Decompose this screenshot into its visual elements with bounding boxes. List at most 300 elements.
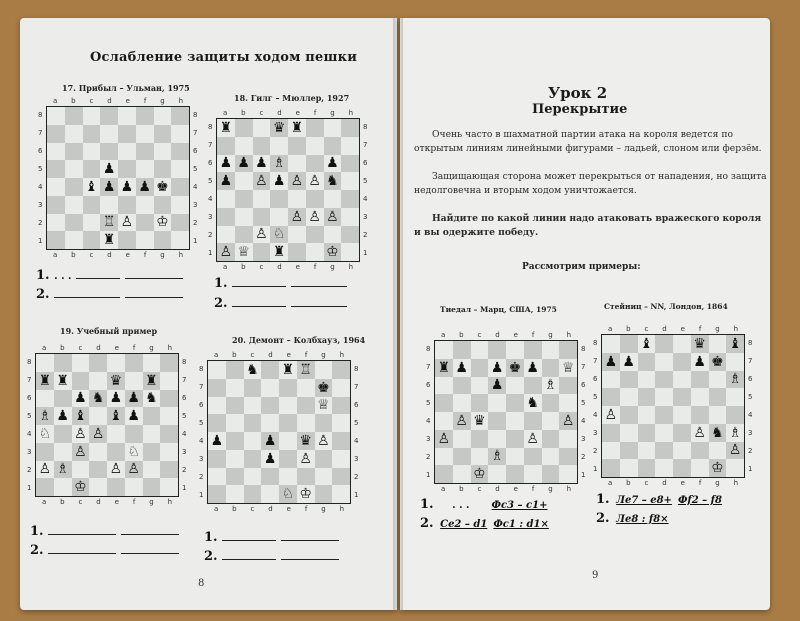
square-d3 [655,424,673,442]
file-label: g [149,344,154,352]
square-c8: ♝ [638,335,656,353]
rank-label: 6 [182,394,187,402]
square-a1 [47,231,65,249]
rank-label: 4 [354,437,359,445]
square-b1 [226,485,244,503]
square-c1 [253,243,271,261]
square-d6 [100,143,118,161]
answer-18-2: 2. [214,296,347,311]
square-h1 [160,478,178,496]
square-g6: ♕ [315,397,333,415]
square-a5 [208,414,226,432]
file-label: f [304,351,308,359]
square-c5: ♝ [72,407,90,425]
square-d6: ♞ [89,390,107,408]
square-b5 [65,160,83,178]
example-1-caption: Тиедал – Марц, США, 1975 [440,305,557,314]
square-c2 [471,448,489,466]
file-label: c [250,505,255,513]
square-g4 [324,190,342,208]
square-h4 [171,178,189,196]
answer-18-1: 1. [214,276,347,291]
square-f6 [524,377,542,395]
square-d8 [89,354,107,372]
square-a4 [435,412,453,430]
square-e3 [506,430,524,448]
square-b8 [620,335,638,353]
square-d6: ♟ [488,377,506,395]
square-c6: ♟ [72,390,90,408]
file-label: c [259,263,264,271]
square-b4 [235,190,253,208]
rank-label: 1 [38,237,43,245]
square-b5: ♟ [54,407,72,425]
rank-label: 8 [193,111,198,119]
rank-label: 3 [354,455,359,463]
square-h1 [559,465,577,483]
square-b2 [453,448,471,466]
rank-label: 4 [208,195,213,203]
rank-label: 3 [208,213,213,221]
rank-label: 1 [426,471,431,479]
rank-label: 2 [363,231,368,239]
square-e8: ♜ [288,119,306,137]
square-a8 [208,361,226,379]
rank-label: 2 [38,219,43,227]
square-g1 [542,465,560,483]
rank-label: 5 [199,419,204,427]
rank-label: 3 [38,201,43,209]
file-label: g [715,325,720,333]
square-h7 [171,125,189,143]
square-c5 [638,388,656,406]
file-labels-top [46,97,190,105]
chess-diagram-17 [46,106,190,250]
file-label: b [459,331,464,339]
square-f2: ♙ [125,461,143,479]
rank-label: 1 [27,484,32,492]
square-h7 [726,353,744,371]
square-a2 [47,214,65,232]
file-label: b [241,109,246,117]
square-g1: ♔ [324,243,342,261]
rank-label: 4 [27,430,32,438]
file-label: b [232,505,237,513]
rank-label: 2 [354,473,359,481]
file-label: e [680,325,685,333]
rank-labels-left [27,353,31,497]
rank-label: 8 [38,111,43,119]
square-a6: ♟ [217,155,235,173]
square-e3 [279,450,297,468]
square-b2 [620,442,638,460]
square-c3 [83,196,101,214]
rank-label: 6 [193,147,198,155]
file-label: a [52,251,58,259]
rank-labels-right [182,353,186,497]
square-a1 [36,478,54,496]
square-f4: ♛ [297,432,315,450]
square-a8 [435,341,453,359]
square-d4 [655,406,673,424]
square-c5 [244,414,262,432]
square-a7: ♜ [435,359,453,377]
square-h2 [341,226,359,244]
square-g7: ♚ [315,379,333,397]
square-d5: ♟ [270,172,288,190]
square-d8 [261,361,279,379]
file-label: b [626,325,631,333]
file-label: h [339,505,345,513]
square-c1 [244,485,262,503]
file-label: h [348,263,354,271]
file-label: f [531,331,535,339]
square-f1 [306,243,324,261]
square-h5 [171,160,189,178]
square-h8 [332,361,350,379]
square-e5: ♝ [107,407,125,425]
rank-label: 7 [748,357,753,365]
file-label: d [495,331,500,339]
file-label: b [459,485,464,493]
file-labels-top [35,344,179,352]
square-a2 [602,442,620,460]
file-label: a [440,331,446,339]
square-e2 [288,226,306,244]
rank-label: 6 [208,159,213,167]
square-d5 [488,394,506,412]
square-f5: ♟ [125,407,143,425]
rank-label: 6 [748,375,753,383]
square-f4: ♟ [136,178,154,196]
square-c7 [83,125,101,143]
rank-label: 1 [208,249,213,257]
square-b6 [65,143,83,161]
rank-label: 6 [593,375,598,383]
file-label: b [71,97,76,105]
square-f8: ♖ [297,361,315,379]
diagram-19-caption: 19. Учебный пример [60,326,158,336]
rank-label: 8 [199,365,204,373]
square-d7 [261,379,279,397]
file-label: g [715,479,720,487]
file-labels-bottom [46,251,190,259]
square-h1 [726,459,744,477]
rank-label: 6 [199,401,204,409]
square-d1: ♜ [270,243,288,261]
square-h3 [160,443,178,461]
square-e5 [506,394,524,412]
chess-example-2 [601,334,745,478]
rank-label: 1 [182,484,187,492]
square-g8 [315,361,333,379]
square-d8 [655,335,673,353]
square-c7 [72,372,90,390]
rank-label: 8 [581,345,586,353]
rank-label: 5 [27,412,32,420]
square-c8 [72,354,90,372]
square-b8 [235,119,253,137]
square-g6: ♟ [324,155,342,173]
rank-labels-right [354,360,358,504]
square-h8 [559,341,577,359]
square-a3 [36,443,54,461]
left-page-number: 8 [198,578,205,589]
square-d4: ♟ [261,432,279,450]
square-a7 [47,125,65,143]
square-f7: ♟ [691,353,709,371]
square-h6 [160,390,178,408]
square-d6: ♗ [270,155,288,173]
square-h6 [332,397,350,415]
rank-label: 5 [38,165,43,173]
square-e1 [673,459,691,477]
square-e1 [506,465,524,483]
square-f3 [136,196,154,214]
square-b8 [453,341,471,359]
square-d3: ♟ [261,450,279,468]
file-label: a [222,109,228,117]
file-label: c [644,479,649,487]
chess-diagram-18 [216,118,360,262]
square-f4 [524,412,542,430]
square-e5 [673,388,691,406]
square-g1: ♔ [709,459,727,477]
rank-label: 4 [193,183,198,191]
square-d8 [488,341,506,359]
file-labels-bottom [434,485,578,493]
square-a6 [47,143,65,161]
square-g7 [542,359,560,377]
file-label: f [132,498,136,506]
file-label: h [733,325,739,333]
rank-label: 1 [199,491,204,499]
square-h6 [171,143,189,161]
square-a2 [217,226,235,244]
rank-label: 1 [354,491,359,499]
rank-label: 8 [363,123,368,131]
rank-label: 3 [27,448,32,456]
file-label: b [60,344,65,352]
rank-label: 6 [27,394,32,402]
square-h4 [332,432,350,450]
square-c7 [638,353,656,371]
square-h5 [160,407,178,425]
square-e2: ♙ [107,461,125,479]
square-e7: ♚ [506,359,524,377]
rank-label: 3 [748,429,753,437]
square-d2: ♘ [270,226,288,244]
rank-label: 8 [748,339,753,347]
square-d1 [655,459,673,477]
file-label: a [213,505,219,513]
square-d2: ♗ [488,448,506,466]
file-label: g [548,331,553,339]
square-h5 [341,172,359,190]
square-c6 [83,143,101,161]
square-h2 [559,448,577,466]
file-label: d [662,325,667,333]
square-d5: ♟ [100,160,118,178]
square-b1 [65,231,83,249]
square-f3: ♙ [306,208,324,226]
square-h2 [171,214,189,232]
square-b2 [65,214,83,232]
square-f6: ♟ [125,390,143,408]
rank-labels-right [748,334,752,478]
square-d1 [261,485,279,503]
file-label: b [626,479,631,487]
file-label: d [662,479,667,487]
file-labels-top [216,109,360,117]
square-e8 [506,341,524,359]
square-d5 [655,388,673,406]
square-e6 [288,155,306,173]
square-f1 [125,478,143,496]
file-label: h [178,251,184,259]
rank-label: 5 [208,177,213,185]
square-a7: ♟ [602,353,620,371]
file-labels-bottom [35,498,179,506]
rank-label: 8 [182,358,187,366]
square-f7 [306,137,324,155]
square-e6: ♟ [107,390,125,408]
answer-20-1: 1. [204,530,339,545]
lesson-paragraph-1: Очень часто в шахматной партии атака на короля ведется по открытым линиям линейными фигурами – ладьей, слоном или ферзём. [414,129,762,154]
rank-label: 8 [593,339,598,347]
square-e8 [107,354,125,372]
square-h3: ♗ [726,424,744,442]
square-g6 [709,371,727,389]
rank-label: 3 [182,448,187,456]
file-label: c [644,325,649,333]
square-d1 [488,465,506,483]
rank-label: 6 [38,147,43,155]
chess-diagram-19 [35,353,179,497]
file-label: e [286,351,291,359]
square-b7: ♟ [620,353,638,371]
rank-label: 2 [748,447,753,455]
square-h1 [341,243,359,261]
rank-label: 5 [193,165,198,173]
rank-label: 7 [426,363,431,371]
file-label: a [52,97,58,105]
square-e4 [673,406,691,424]
file-label: b [71,251,76,259]
rank-label: 7 [193,129,198,137]
left-page-title: Ослабление защиты ходом пешки [90,50,358,65]
square-g2: ♔ [154,214,172,232]
square-h7: ♕ [559,359,577,377]
square-d7 [270,137,288,155]
rank-label: 7 [199,383,204,391]
file-label: e [680,479,685,487]
file-label: d [268,351,273,359]
square-a7 [217,137,235,155]
square-c4 [638,406,656,424]
file-label: g [321,351,326,359]
square-e2: ♙ [118,214,136,232]
square-a2 [435,448,453,466]
file-label: g [548,485,553,493]
square-b5 [235,172,253,190]
rank-label: 4 [363,195,368,203]
rank-label: 5 [182,412,187,420]
square-h4 [341,190,359,208]
square-e3: ♙ [288,208,306,226]
file-label: h [348,109,354,117]
square-g3 [542,430,560,448]
file-label: g [321,505,326,513]
square-h8 [341,119,359,137]
square-e8: ♜ [279,361,297,379]
square-c4: ♝ [83,178,101,196]
rank-labels-left [593,334,597,478]
square-a3 [208,450,226,468]
file-label: e [114,498,119,506]
square-h2: ♙ [726,442,744,460]
square-g3: ♞ [709,424,727,442]
file-label: h [178,97,184,105]
file-labels-bottom [207,505,351,513]
square-g4: ♚ [154,178,172,196]
square-g8 [324,119,342,137]
square-e1: ♘ [279,485,297,503]
square-b3 [620,424,638,442]
rank-label: 7 [593,357,598,365]
square-b3 [453,430,471,448]
square-f3: ♙ [524,430,542,448]
square-c5 [471,394,489,412]
square-f7 [125,372,143,390]
square-f7: ♟ [524,359,542,377]
file-label: c [477,485,482,493]
square-g2 [324,226,342,244]
square-g4 [709,406,727,424]
file-label: c [78,344,83,352]
square-f2 [691,442,709,460]
square-f6 [136,143,154,161]
square-b7: ♟ [453,359,471,377]
square-c3: ♙ [72,443,90,461]
square-a6 [36,390,54,408]
square-g7: ♚ [709,353,727,371]
rank-label: 2 [593,447,598,455]
square-h7 [160,372,178,390]
file-label: h [339,351,345,359]
square-f2 [524,448,542,466]
square-d2 [261,468,279,486]
rank-label: 2 [199,473,204,481]
rank-labels-left [199,360,203,504]
file-label: a [607,479,613,487]
square-g5 [143,407,161,425]
rank-label: 2 [27,466,32,474]
square-b2: ♗ [54,461,72,479]
rank-label: 2 [193,219,198,227]
square-a2 [208,468,226,486]
file-label: a [607,325,613,333]
file-label: e [114,344,119,352]
square-a8 [602,335,620,353]
square-h5 [559,394,577,412]
square-d4 [270,190,288,208]
square-c1: ♔ [471,465,489,483]
square-c3 [471,430,489,448]
square-a5 [47,160,65,178]
file-label: d [495,485,500,493]
file-label: c [477,331,482,339]
